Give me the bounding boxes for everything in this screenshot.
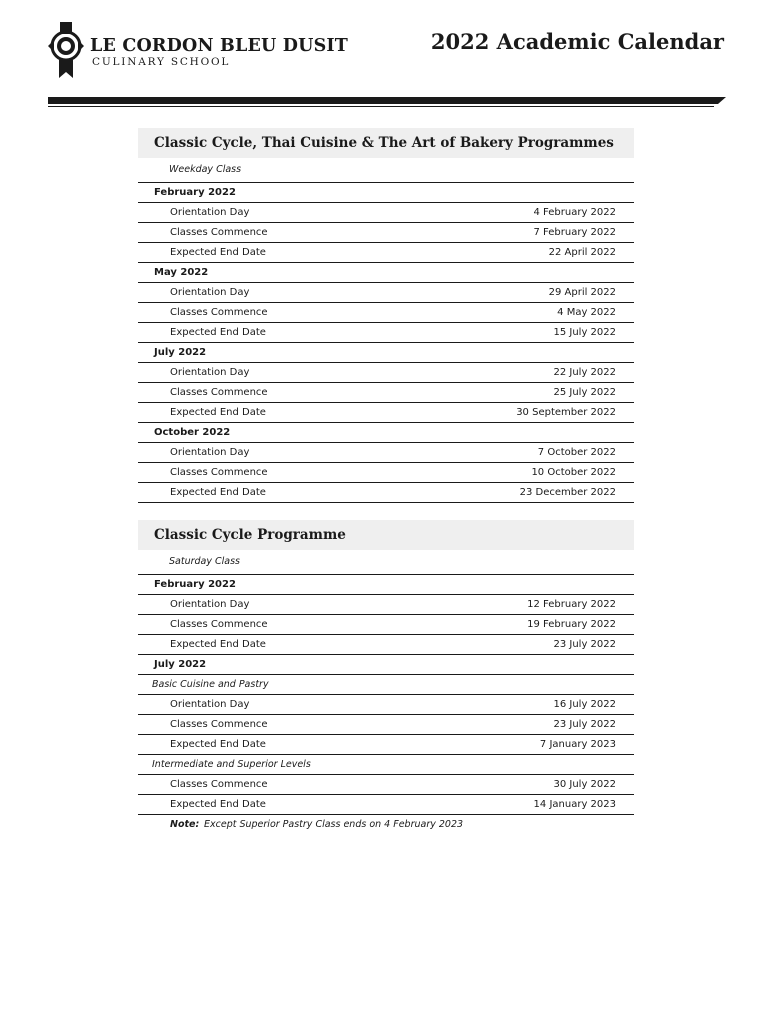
event-label: Expected End Date: [170, 407, 266, 418]
calendar-row: [138, 735, 634, 755]
subgroup-label: Intermediate and Superior Levels: [152, 759, 311, 770]
month-row: [138, 183, 634, 203]
calendar-row: [138, 363, 634, 383]
calendar-row: [138, 223, 634, 243]
crest-icon: [46, 22, 86, 78]
event-label: Classes Commence: [170, 227, 268, 238]
event-date: 14 January 2023: [533, 799, 616, 810]
school-logo: [46, 22, 349, 78]
calendar-row: [138, 303, 634, 323]
calendar-row: [138, 463, 634, 483]
event-label: Expected End Date: [170, 639, 266, 650]
month-label: July 2022: [154, 659, 207, 670]
event-date: 12 February 2022: [527, 599, 616, 610]
month-label: February 2022: [154, 579, 236, 590]
calendar-row: [138, 795, 634, 815]
event-label: Classes Commence: [170, 779, 268, 790]
note-label: Note:: [170, 819, 200, 830]
calendar-row: [138, 283, 634, 303]
header-rule: [48, 96, 726, 108]
event-date: 10 October 2022: [531, 467, 616, 478]
event-label: Expected End Date: [170, 487, 266, 498]
calendar-row: [138, 243, 634, 263]
event-label: Orientation Day: [170, 599, 250, 610]
month-label: May 2022: [154, 267, 209, 278]
logo-subtitle: CULINARY SCHOOL: [92, 56, 231, 68]
event-label: Orientation Day: [170, 447, 250, 458]
event-label: Expected End Date: [170, 799, 266, 810]
event-date: 23 December 2022: [519, 487, 616, 498]
section-title: Classic Cycle, Thai Cuisine & The Art of Bakery Programmes: [138, 128, 634, 158]
month-row: [138, 263, 634, 283]
subgroup-row: [138, 675, 634, 695]
event-label: Classes Commence: [170, 467, 268, 478]
month-label: July 2022: [154, 347, 207, 358]
event-date: 25 July 2022: [553, 387, 616, 398]
event-label: Expected End Date: [170, 327, 266, 338]
month-label: October 2022: [154, 427, 231, 438]
event-date: 19 February 2022: [527, 619, 616, 630]
event-date: 30 September 2022: [516, 407, 616, 418]
section-title: Classic Cycle Programme: [138, 520, 634, 550]
event-date: 23 July 2022: [553, 719, 616, 730]
event-label: Classes Commence: [170, 307, 268, 318]
event-label: Orientation Day: [170, 367, 250, 378]
calendar-row: [138, 775, 634, 795]
page-title: 2022 Academic Calendar: [430, 29, 724, 54]
month-label: February 2022: [154, 187, 236, 198]
event-date: 7 October 2022: [537, 447, 616, 458]
event-date: 29 April 2022: [548, 287, 616, 298]
class-type-label: Weekday Class: [169, 164, 242, 175]
class-type-label: Saturday Class: [169, 556, 240, 567]
event-date: 22 July 2022: [553, 367, 616, 378]
calendar-row: [138, 715, 634, 735]
month-row: [138, 343, 634, 363]
event-label: Classes Commence: [170, 387, 268, 398]
event-label: Orientation Day: [170, 207, 250, 218]
event-date: 15 July 2022: [553, 327, 616, 338]
event-date: 7 January 2023: [539, 739, 616, 750]
class-type-row: [138, 158, 634, 183]
footnote: [138, 815, 634, 833]
logo-name: LE CORDON BLEU DUSIT: [90, 36, 349, 56]
event-date: 23 July 2022: [553, 639, 616, 650]
event-label: Orientation Day: [170, 699, 250, 710]
calendar-row: [138, 443, 634, 463]
month-row: [138, 575, 634, 595]
event-date: 4 February 2022: [533, 207, 616, 218]
calendar-row: [138, 635, 634, 655]
month-row: [138, 655, 634, 675]
calendar-row: [138, 383, 634, 403]
event-label: Expected End Date: [170, 247, 266, 258]
event-label: Classes Commence: [170, 719, 268, 730]
calendar-row: [138, 695, 634, 715]
note-text: Except Superior Pastry Class ends on 4 February 2023: [204, 819, 464, 830]
subgroup-row: [138, 755, 634, 775]
calendar-row: [138, 483, 634, 503]
event-date: 4 May 2022: [557, 307, 616, 318]
event-label: Expected End Date: [170, 739, 266, 750]
event-date: 16 July 2022: [553, 699, 616, 710]
class-type-row: [138, 550, 634, 575]
event-date: 22 April 2022: [548, 247, 616, 258]
month-row: [138, 423, 634, 443]
section-weekday-programmes: [138, 128, 634, 503]
calendar-row: [138, 615, 634, 635]
calendar-row: [138, 203, 634, 223]
event-date: 7 February 2022: [533, 227, 616, 238]
event-date: 30 July 2022: [553, 779, 616, 790]
subgroup-label: Basic Cuisine and Pastry: [152, 679, 269, 690]
event-label: Classes Commence: [170, 619, 268, 630]
calendar-row: [138, 323, 634, 343]
section-saturday-programme: [138, 520, 634, 833]
calendar-row: [138, 403, 634, 423]
calendar-row: [138, 595, 634, 615]
event-label: Orientation Day: [170, 287, 250, 298]
